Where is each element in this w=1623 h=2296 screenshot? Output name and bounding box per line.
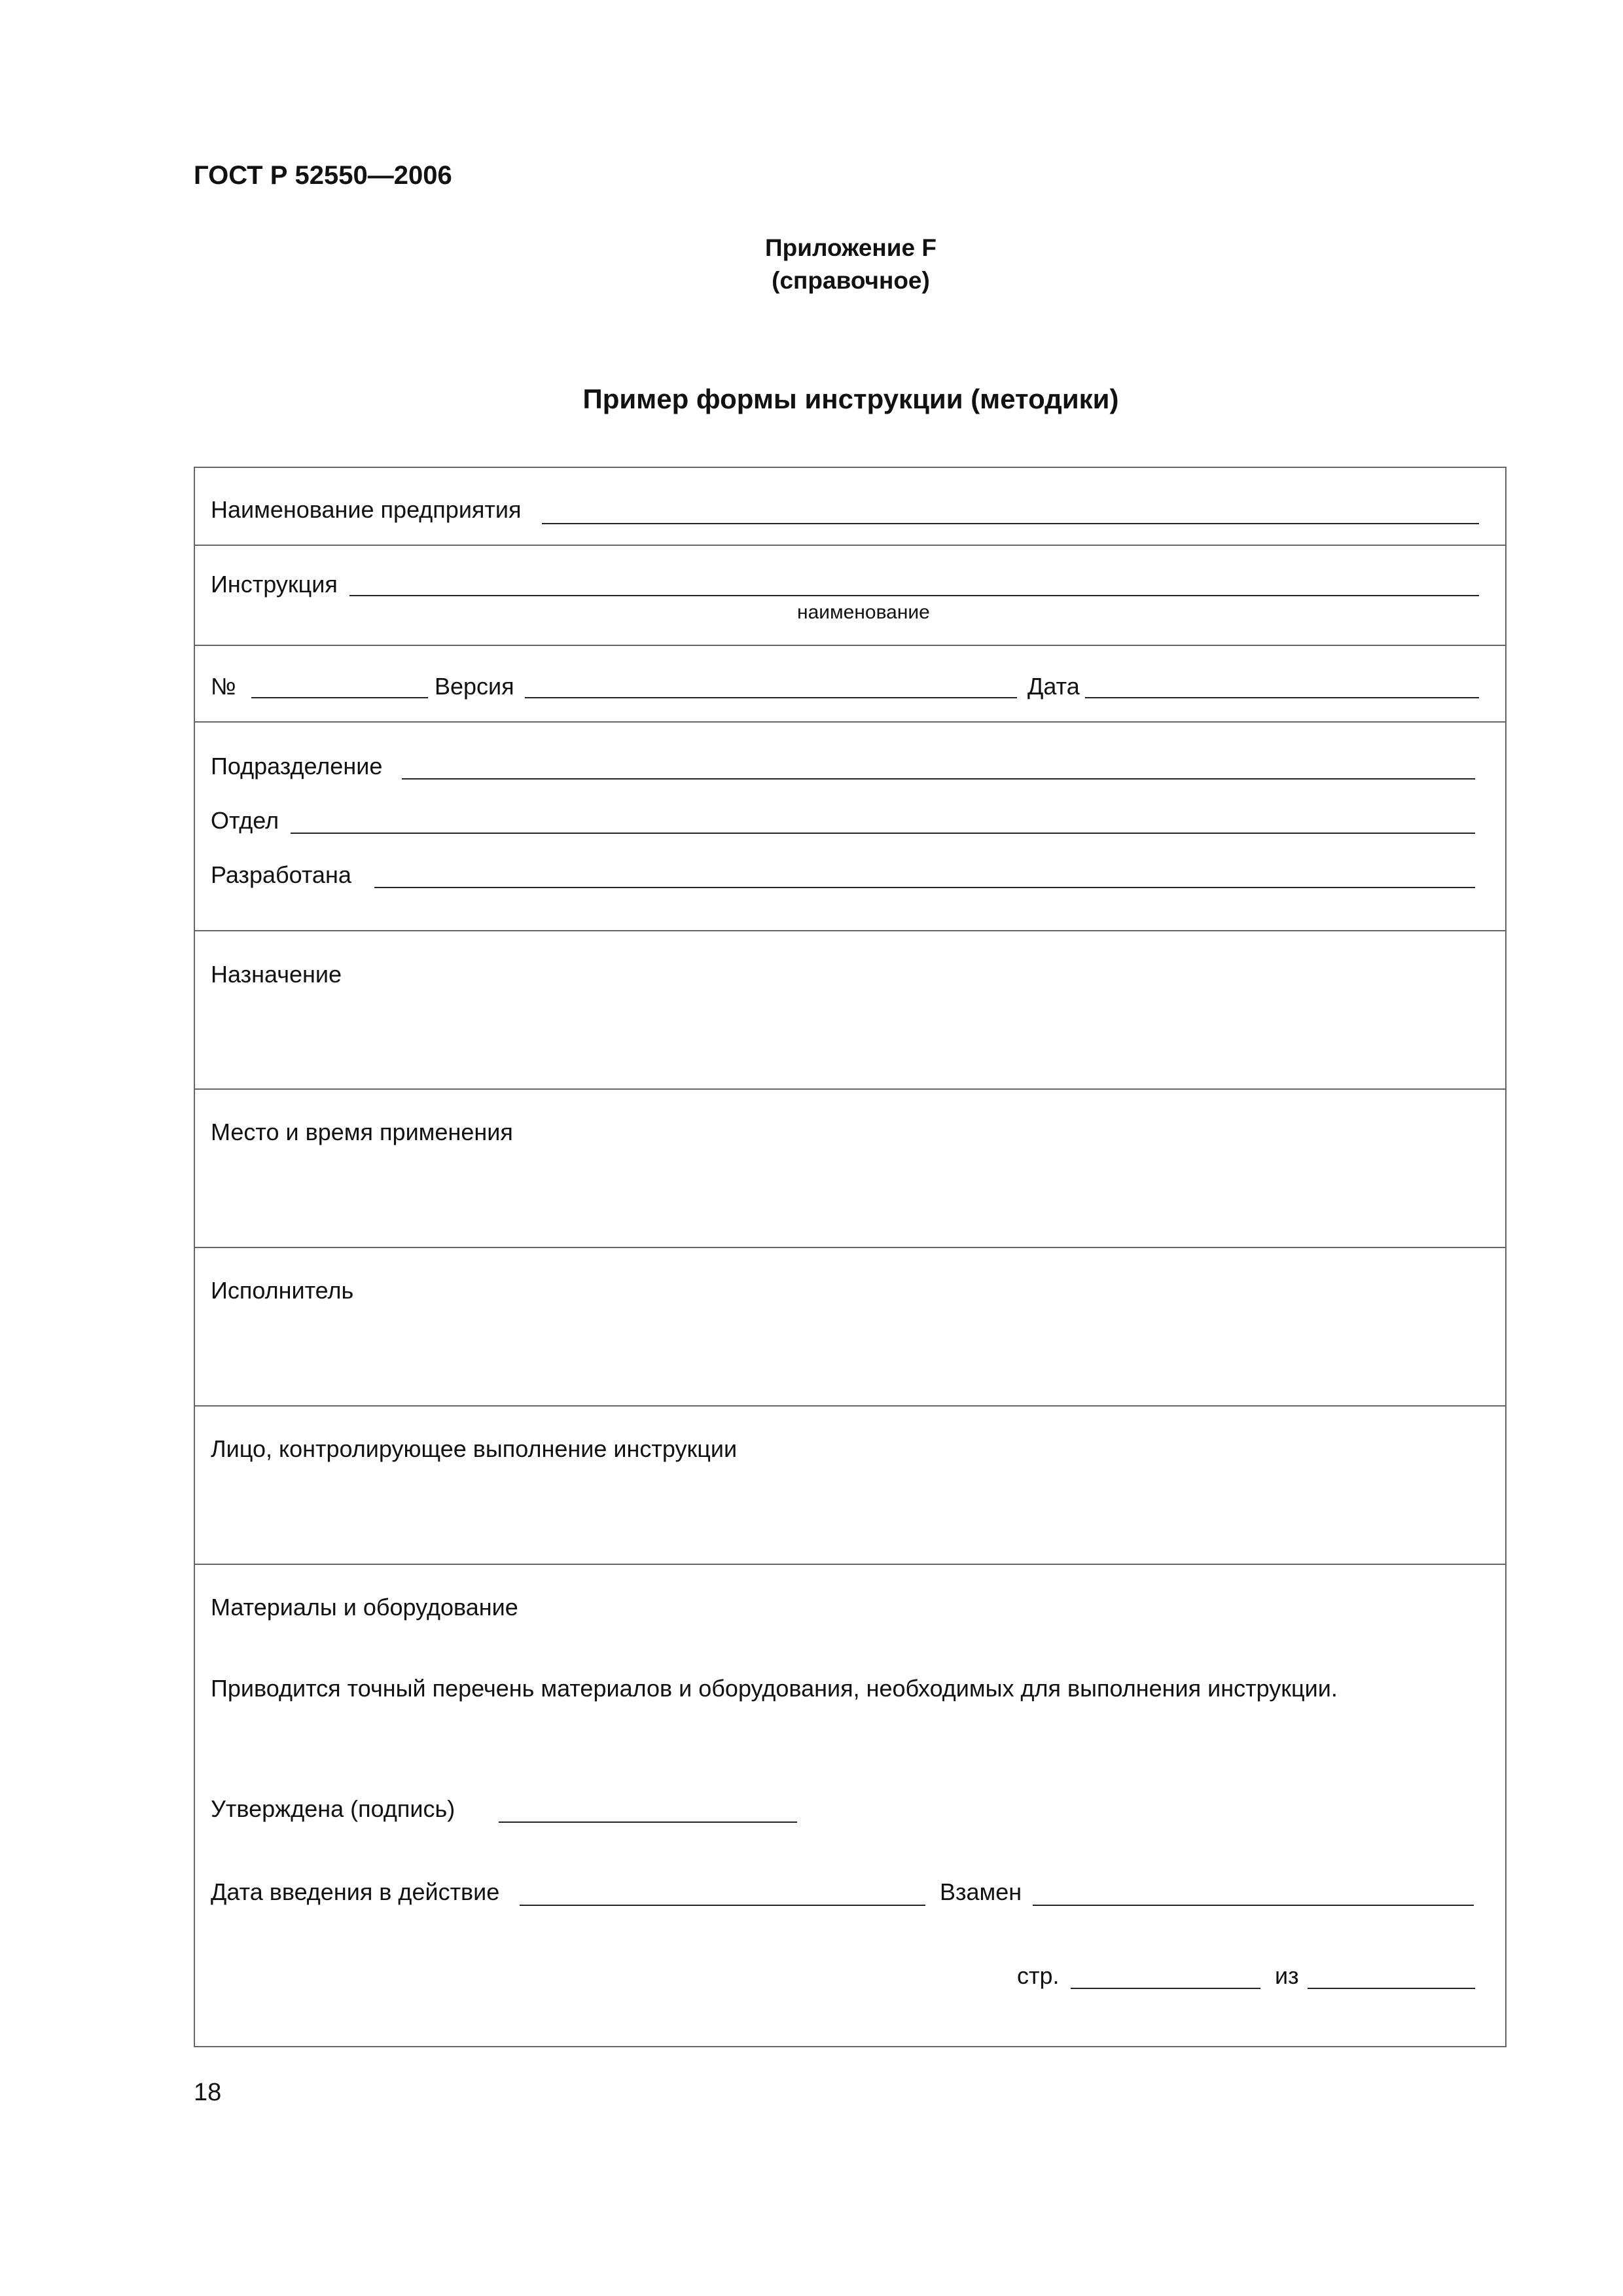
annex-type: (справочное): [772, 267, 930, 294]
row-divider: [195, 721, 1505, 723]
approved-signature-line[interactable]: [499, 1821, 797, 1823]
number-label: №: [211, 673, 236, 700]
enterprise-field-line[interactable]: [542, 523, 1479, 524]
number-field-line[interactable]: [251, 697, 428, 698]
replaces-label: Взамен: [940, 1878, 1022, 1905]
department-field-line[interactable]: [291, 833, 1475, 834]
instruction-field-line[interactable]: [349, 595, 1479, 596]
version-label: Версия: [435, 673, 514, 700]
approved-label: Утверждена (подпись): [211, 1795, 455, 1822]
instruction-form: [194, 467, 1507, 2047]
row-divider: [195, 1405, 1505, 1407]
subdivision-field-line[interactable]: [402, 778, 1475, 780]
page-label: стр.: [1017, 1962, 1060, 1989]
developed-label: Разработана: [211, 861, 351, 888]
developed-field-line[interactable]: [374, 887, 1475, 888]
instruction-label: Инструкция: [211, 571, 338, 598]
annex-title: Приложение F: [765, 234, 936, 261]
controller-label: Лицо, контролирующее выполнение инструкции: [211, 1435, 738, 1462]
of-field-line[interactable]: [1308, 1988, 1475, 1989]
place-time-label: Место и время применения: [211, 1119, 513, 1145]
enterprise-label: Наименование предприятия: [211, 496, 522, 523]
date-label: Дата: [1027, 673, 1080, 700]
materials-note: Приводится точный перечень материалов и оборудования, необходимых для выполнения инструкции.: [211, 1675, 1338, 1702]
department-label: Отдел: [211, 807, 279, 834]
row-divider: [195, 1247, 1505, 1248]
page-field-line[interactable]: [1071, 1988, 1260, 1989]
row-divider: [195, 645, 1505, 646]
row-divider: [195, 1088, 1505, 1090]
annex-heading: [720, 232, 982, 297]
effective-date-label: Дата введения в действие: [211, 1878, 500, 1905]
document-title: Пример формы инструкции (методики): [582, 384, 1119, 414]
instruction-caption: наименование: [797, 601, 930, 623]
page-number: 18: [194, 2079, 222, 2106]
of-label: из: [1275, 1962, 1299, 1989]
purpose-label: Назначение: [211, 961, 342, 988]
subdivision-label: Подразделение: [211, 753, 383, 780]
replaces-field-line[interactable]: [1033, 1905, 1474, 1906]
effective-date-field-line[interactable]: [520, 1905, 925, 1906]
row-divider: [195, 545, 1505, 546]
version-field-line[interactable]: [525, 697, 1017, 698]
materials-label: Материалы и оборудование: [211, 1594, 518, 1621]
row-divider: [195, 930, 1505, 931]
row-divider: [195, 1564, 1505, 1565]
date-field-line[interactable]: [1085, 697, 1479, 698]
standard-code: ГОСТ Р 52550—2006: [194, 161, 452, 190]
executor-label: Исполнитель: [211, 1277, 354, 1304]
